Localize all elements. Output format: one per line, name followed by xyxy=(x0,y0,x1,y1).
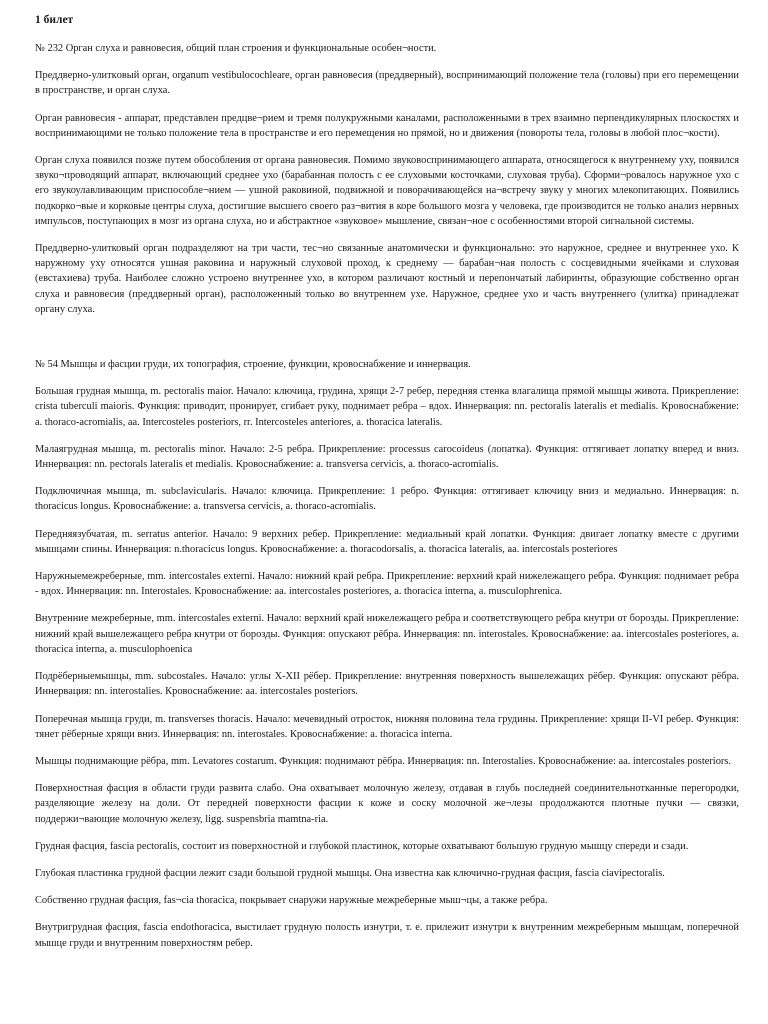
section2-paragraph: Внутренние межреберные, mm. intercostales externi. Начало: верхний край нижележащего ребра и соответствующего ребра кнутри от борозды. Прикрепление: нижний край вышележащего ребра кнутри от борозды. Функция: опускают рёбра. Иннервация: nn. interostales. Кровоснабжение: aa. intercostales posteriores, a. thoracica interna, a. musculophoenica xyxy=(35,613,739,655)
section2-heading: № 54 Мышцы и фасции груди, их топография, строение, функции, кровоснабжение и иннервация. xyxy=(35,359,471,371)
section2-paragraph: Внутригрудная фасция, fascia endothoracica, выстилает грудную полость изнутри, т. е. прилежит изнутри к внутренним межреберным мышцам, поперечной мышце груди и внутренним поверхностям ребер. xyxy=(35,922,739,949)
section1-paragraph: Орган слуха появился позже путем обособления от органа равновесия. Помимо звуковоспринимающего аппарата, относящегося к внутреннему уху, появился звуко¬проводящий аппарат, включающий среднее ухо (барабанная полость с ее слуховыми косточками, слуховая труба). Сформи¬ровалось наружное ухо с его звукоулавливающим приспособле¬нием — ушной раковиной, подвижной и поворачивающейся на¬встречу звуку у многих млекопитающих. Появились подкорко¬вые и корковые центры слуха, достигшие высшего своего раз¬вития в коре большого мозга у человека, где производится не только анализ нервных импульсов, поступающих в мозг из органа слуха, но и абстрактное «звуковое» мышление, связан¬ное с особенностями второй сигнальной системы. xyxy=(35,155,739,227)
section1-heading: № 232 Орган слуха и равновесия, общий план строения и функциональные особен¬ности. xyxy=(35,43,437,54)
section-gap xyxy=(35,329,739,357)
section2-paragraph: Большая грудная мышца, m. pectoralis maior. Начало: ключица, грудина, хрящи 2-7 ребер, передняя стенка влагалища прямой мышцы живота. Прикрепление: crista tuberculi maioris. Функция: приводит, пронирует, сгибает руку, поднимает ребра – вдох. Иннервация: nn. pectoralis lateralis et medialis. Кровоснабжение: a. thoraco-acromialis, aa. Intercosteles posteriors, rr. Intercosteles anteriores, a. thoracica lateralis. xyxy=(35,386,739,428)
section2-paragraph: Собственно грудная фасция, fas¬cia thoracica, покрывает снаружи наружные межреберные мыш¬цы, а также ребра. xyxy=(35,895,548,907)
section1-paragraph: Орган равновесия - аппарат, представлен предцве¬рием и тремя полукружными каналами, расположенными в трех взаимно перпендикулярных плоскостях и воспринимающими не только положение тела в пространстве и его перемещения но прямой, но и движения (повороты тела, головы в любой плос¬кости). xyxy=(35,112,739,139)
section2-paragraph: Поверхностная фасция в области груди развита слабо. Она охватывает молочную железу, отдавая в глубь последней соединительнотканные перегородки, разделяющие железу на доли. От передней поверхности фасции к коже и соску молочной же¬лезы продолжаются плотные пучки — связки, поддержи¬вающие молочную железу, ligg. suspensbria mamtna-ria. xyxy=(35,783,739,825)
section1-paragraph: Преддверно-улиткoвый орган, organum vestibulocochleare, орган равновесия (преддверный), воспринимающий положение тела (головы) при его перемещении в пространстве, и орган слуха. xyxy=(35,70,739,97)
section2-paragraph: Мышцы поднимающие рёбра, mm. Levatores costarum. Функция: поднимают рёбра. Иннервация: nn. Interostalies. Кровоснабжение: aa. intercostales posteriors. xyxy=(35,755,731,767)
section2-paragraph: Передняязубчатая, m. serratus anterior. Начало: 9 верхних ребер. Прикрепление: медиальный край лопатки. Функция: двигает лопатку вместе с другими мышцами спины. Иннервация: n.thoracicus longus. Кровоснабжение: a. thoracodorsalis, a. thoracica lateralis, aa. intercostals posteriores xyxy=(35,528,739,555)
section1-paragraph: Преддверно-улитковый орган подразделяют на три части, тес¬но связанные анатомически и функционально: это наружное, среднее и внутреннее ухо. К наружному уху относятся ушная раковина и наружный слуховой проход, к среднему — барабан¬ная полость с сосцевидными ячейками и слуховая (евстахиева) труба. Наиболее сложно устроено внутреннее ухо, в котором различают костный и перепончатый лабиринты, образующие собственно орган слуха и равновесия (преддверный орган), расположенный только во внутреннем ухе. Наружное, среднее ухо и часть внутреннего (улитка) принадлежат органу слуха. xyxy=(35,243,739,315)
section2-paragraph: Наружныемежреберные, mm. intercostales externi. Начало: нижний край ребра. Прикрепление: верхний край нижележащего ребра. Функция: поднимает ребра - вдох. Иннервация: nn. Interostales. Кровоснабжение: aa. intercostales posteriores, a. thoracica interna, a. musculophrenica. xyxy=(35,571,739,598)
section2-paragraph: Подрёберныемышцы, mm. subcostales. Начало: углы X-XII рёбер. Прикрепление: внутренняя поверхность вышележащих рёбер. Функция: опускают рёбра. Иннервация: nn. interostalies. Кровоснабжение: aa. intercostales posteriors. xyxy=(35,671,739,698)
section2-paragraph: Малаягрудная мышца, m. pectoralis minor. Начало: 2-5 ребра. Прикрепление: processus carocoideus (лопатка). Функция: оттягивает лопатку вперед и вниз. Иннервация: nn. pectorals lateralis et medialis. Кровоснабжение: a. transversa cervicis, a. thoraco-acromialis. xyxy=(35,443,739,471)
section2-paragraph: Глубокая пластинка грудной фасции лежит сзади большой грудной мышцы. Она известна как ключично-грудная фасция, fascia ciavipectoralis. xyxy=(35,867,665,879)
ticket-title: 1 билет xyxy=(35,14,74,26)
section2-paragraph: Грудная фасция, fascia pectoralis, состоит из поверхностной и глубокой пластинок, которые охватывают большую грудную мышцу спереди и сзади. xyxy=(35,840,689,852)
section2-paragraph: Поперечная мышца груди, m. transverses thoracis. Начало: мечевидный отросток, нижняя половина тела грудины. Прикрепление: хрящи II-VI ребер. Функция: тянет рёберные хрящи вниз. Иннервация: nn. interostales. Кровоснабжение: a. thoracica interna. xyxy=(35,713,739,740)
section2-paragraph: Подключичная мышца, m. subclavicularis. Начало: ключица. Прикрепление: 1 ребро. Функция: оттягивает ключицу вниз и медиально. Иннервация: n. thoracicus longus. Кровоснабжение: a. transversa cervicis, a. thoraco-acromialis. xyxy=(35,486,739,513)
